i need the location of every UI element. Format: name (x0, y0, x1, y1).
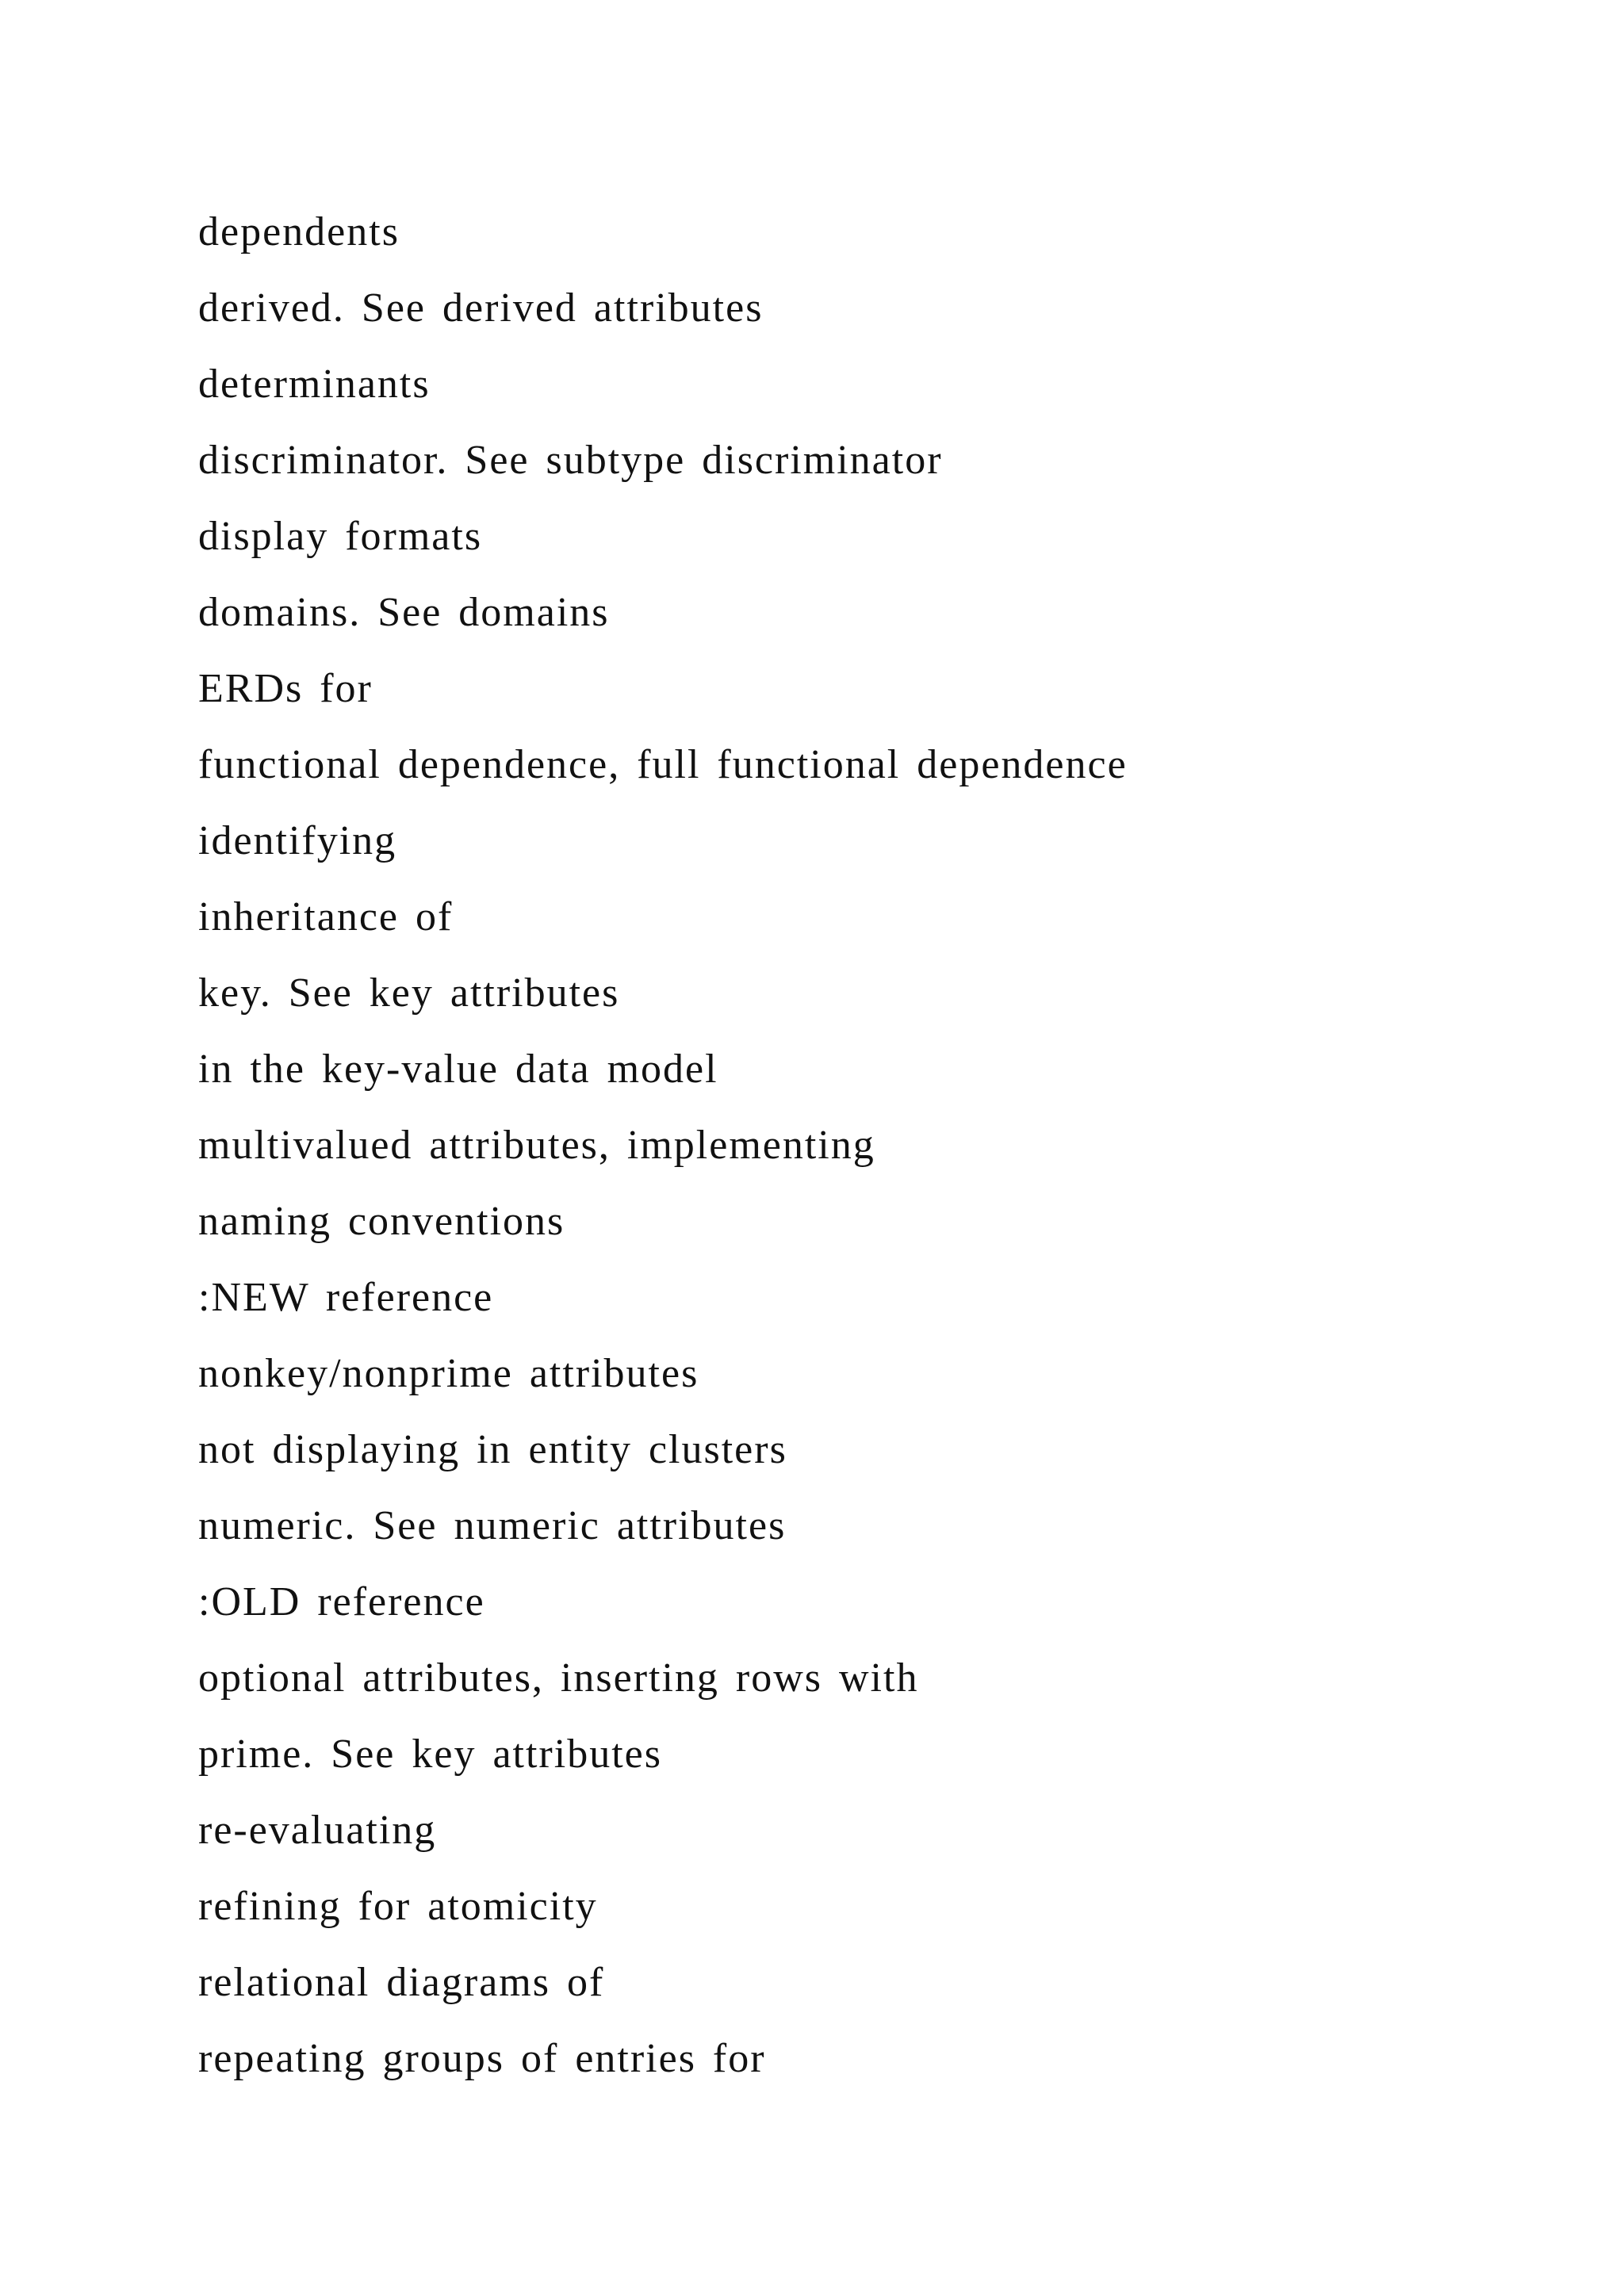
index-entry-discriminator: discriminator. See subtype discriminator (198, 438, 943, 483)
index-entry-functional-dependence: functional dependence, full functional dependence (198, 742, 1128, 787)
index-entry-erds-for: ERDs for (198, 666, 373, 711)
index-entry-key: key. See key attributes (198, 970, 620, 1016)
index-entry-nonkey-nonprime: nonkey/nonprime attributes (198, 1351, 699, 1396)
index-entry-prime: prime. See key attributes (198, 1732, 662, 1777)
index-entry-key-value-data-model: in the key-value data model (198, 1047, 718, 1092)
index-entry-determinants: determinants (198, 362, 431, 407)
index-entry-derived: derived. See derived attributes (198, 285, 764, 331)
index-entry-repeating-groups: repeating groups of entries for (198, 2036, 766, 2081)
index-entry-multivalued-attributes: multivalued attributes, implementing (198, 1123, 875, 1168)
index-entry-naming-conventions: naming conventions (198, 1199, 565, 1244)
index-entry-dependents: dependents (198, 209, 400, 254)
index-entry-not-displaying: not displaying in entity clusters (198, 1427, 787, 1472)
index-entry-numeric: numeric. See numeric attributes (198, 1503, 787, 1548)
index-entry-refining-for-atomicity: refining for atomicity (198, 1884, 598, 1929)
index-entry-display-formats: display formats (198, 514, 483, 559)
index-entry-re-evaluating: re-evaluating (198, 1808, 437, 1853)
index-entry-inheritance-of: inheritance of (198, 894, 454, 939)
index-entry-old-reference: :OLD reference (198, 1579, 485, 1624)
index-entry-relational-diagrams: relational diagrams of (198, 1960, 605, 2005)
index-entry-domains: domains. See domains (198, 590, 610, 635)
index-entry-identifying: identifying (198, 818, 397, 863)
index-entry-list (198, 194, 1128, 2097)
index-entry-new-reference: :NEW reference (198, 1275, 494, 1320)
index-entry-optional-attributes: optional attributes, inserting rows with (198, 1655, 919, 1701)
